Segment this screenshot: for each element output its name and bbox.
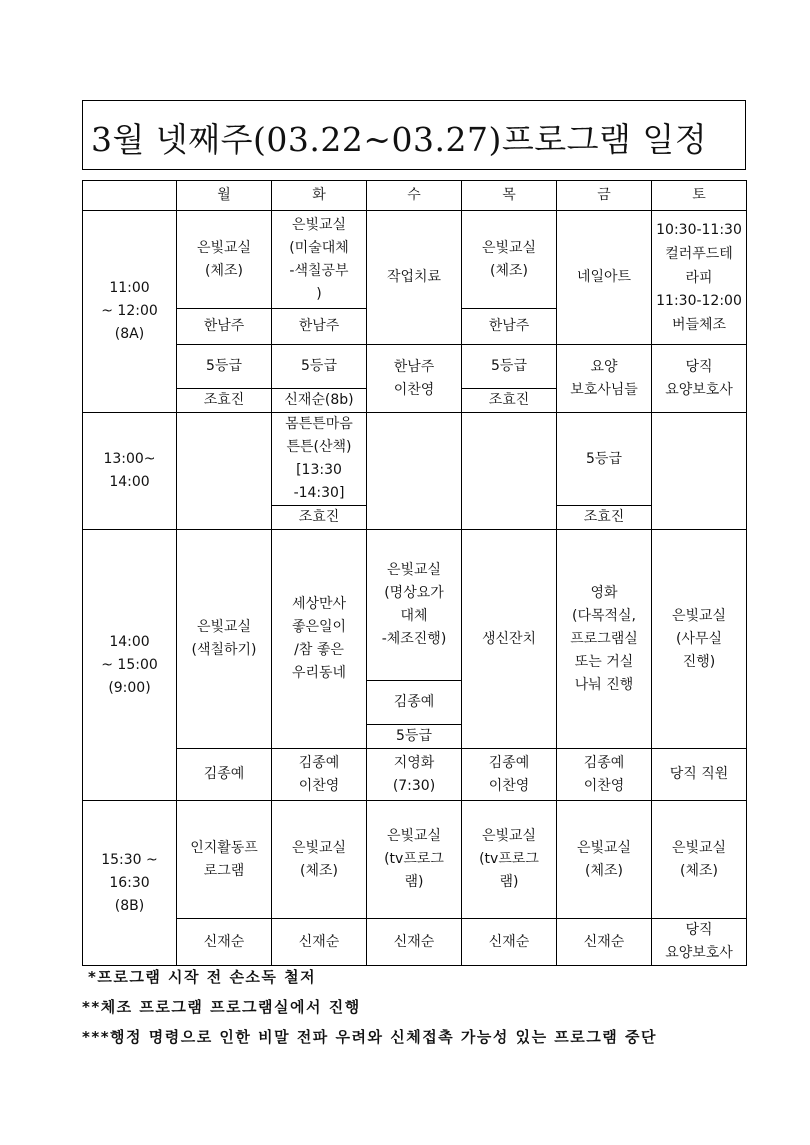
time-cell-11: 11:00 ~ 12:00 (8A) <box>83 211 177 413</box>
wed-grade-3: 5등급 <box>367 725 462 749</box>
wed-program-2 <box>367 413 462 530</box>
wed-staff-1: 한남주 이찬영 <box>367 345 462 413</box>
fri-program-3: 영화 (다목적실, 프로그램실 또는 거실 나눠 진행 <box>557 530 652 749</box>
mon-program-1: 은빛교실 (체조) <box>177 211 272 309</box>
header-blank <box>83 181 177 211</box>
table-row <box>83 919 747 966</box>
tue-staff-1: 신재순(8b) <box>272 389 367 413</box>
sat-program-3: 은빛교실 (사무실 진행) <box>652 530 747 749</box>
header-fri: 금 <box>557 181 652 211</box>
wed-staff-3: 지영화 (7:30) <box>367 749 462 801</box>
mon-program-4: 인지활동프 로그램 <box>177 801 272 919</box>
thu-program-4: 은빛교실 (tv프로그 램) <box>462 801 557 919</box>
thu-staff-4: 신재순 <box>462 919 557 966</box>
mon-program-3: 은빛교실 (색칠하기) <box>177 530 272 749</box>
note-1: *프로그램 시작 전 손소독 철저 <box>88 968 317 986</box>
note-2: **체조 프로그램 프로그램실에서 진행 <box>82 998 361 1016</box>
page-title: 3월 넷째주(03.22~03.27)프로그램 일정 <box>91 120 708 159</box>
sat-program-1: 10:30-11:30 컬러푸드테 라피 11:30-12:00 버들체조 <box>652 211 747 345</box>
thu-location-1: 한남주 <box>462 309 557 345</box>
table-row <box>83 801 747 919</box>
mon-grade-1: 5등급 <box>177 345 272 389</box>
mon-staff-3: 김종예 <box>177 749 272 801</box>
fri-program-4: 은빛교실 (체조) <box>557 801 652 919</box>
header-row <box>83 181 747 211</box>
wed-staff-4: 신재순 <box>367 919 462 966</box>
tue-staff-2: 조효진 <box>272 506 367 530</box>
thu-program-1: 은빛교실 (체조) <box>462 211 557 309</box>
header-sat: 토 <box>652 181 747 211</box>
wed-program-1: 작업치료 <box>367 211 462 345</box>
time-cell-1530: 15:30 ~ 16:30 (8B) <box>83 801 177 966</box>
tue-program-2: 몸튼튼마음 튼튼(산책) [13:30 -14:30] <box>272 413 367 506</box>
notes <box>82 962 657 1052</box>
sat-staff-1: 당직 요양보호사 <box>652 345 747 413</box>
table-row <box>83 413 747 506</box>
sat-staff-4: 당직 요양보호사 <box>652 919 747 966</box>
table-row <box>83 530 747 681</box>
mon-location-1: 한남주 <box>177 309 272 345</box>
schedule-table <box>82 180 747 966</box>
fri-staff-3: 김종예 이찬영 <box>557 749 652 801</box>
tue-program-1: 은빛교실 (미술대체 -색칠공부 ) <box>272 211 367 309</box>
time-cell-13: 13:00~ 14:00 <box>83 413 177 530</box>
tue-location-1: 한남주 <box>272 309 367 345</box>
wed-program-4: 은빛교실 (tv프로그 램) <box>367 801 462 919</box>
sat-program-2 <box>652 413 747 530</box>
sat-program-4: 은빛교실 (체조) <box>652 801 747 919</box>
tue-program-3: 세상만사 좋은일이 /참 좋은 우리동네 <box>272 530 367 749</box>
tue-program-4: 은빛교실 (체조) <box>272 801 367 919</box>
tue-grade-1: 5등급 <box>272 345 367 389</box>
header-wed: 수 <box>367 181 462 211</box>
note-3: ***행정 명령으로 인한 비말 전파 우려와 신체접촉 가능성 있는 프로그램 중단 <box>82 1028 657 1046</box>
fri-staff-1: 요양 보호사님들 <box>557 345 652 413</box>
header-tue: 화 <box>272 181 367 211</box>
thu-staff-3: 김종예 이찬영 <box>462 749 557 801</box>
fri-program-2: 5등급 <box>557 413 652 506</box>
table-row <box>83 211 747 309</box>
table-row <box>83 749 747 797</box>
wed-location-3: 김종예 <box>367 681 462 725</box>
fri-staff-2: 조효진 <box>557 506 652 530</box>
tue-staff-3: 김종예 이찬영 <box>272 749 367 801</box>
table-row <box>83 345 747 389</box>
time-cell-14: 14:00 ~ 15:00 (9:00) <box>83 530 177 801</box>
thu-program-2 <box>462 413 557 530</box>
tue-staff-4: 신재순 <box>272 919 367 966</box>
header-mon: 월 <box>177 181 272 211</box>
header-thu: 목 <box>462 181 557 211</box>
mon-staff-4: 신재순 <box>177 919 272 966</box>
thu-grade-1: 5등급 <box>462 345 557 389</box>
mon-staff-1: 조효진 <box>177 389 272 413</box>
sat-staff-3: 당직 직원 <box>652 749 747 801</box>
fri-staff-4: 신재순 <box>557 919 652 966</box>
fri-program-1: 네일아트 <box>557 211 652 345</box>
wed-program-3: 은빛교실 (명상요가 대체 -체조진행) <box>367 530 462 681</box>
thu-program-3: 생신잔치 <box>462 530 557 749</box>
thu-staff-1: 조효진 <box>462 389 557 413</box>
title-box <box>82 100 746 170</box>
mon-program-2 <box>177 413 272 530</box>
